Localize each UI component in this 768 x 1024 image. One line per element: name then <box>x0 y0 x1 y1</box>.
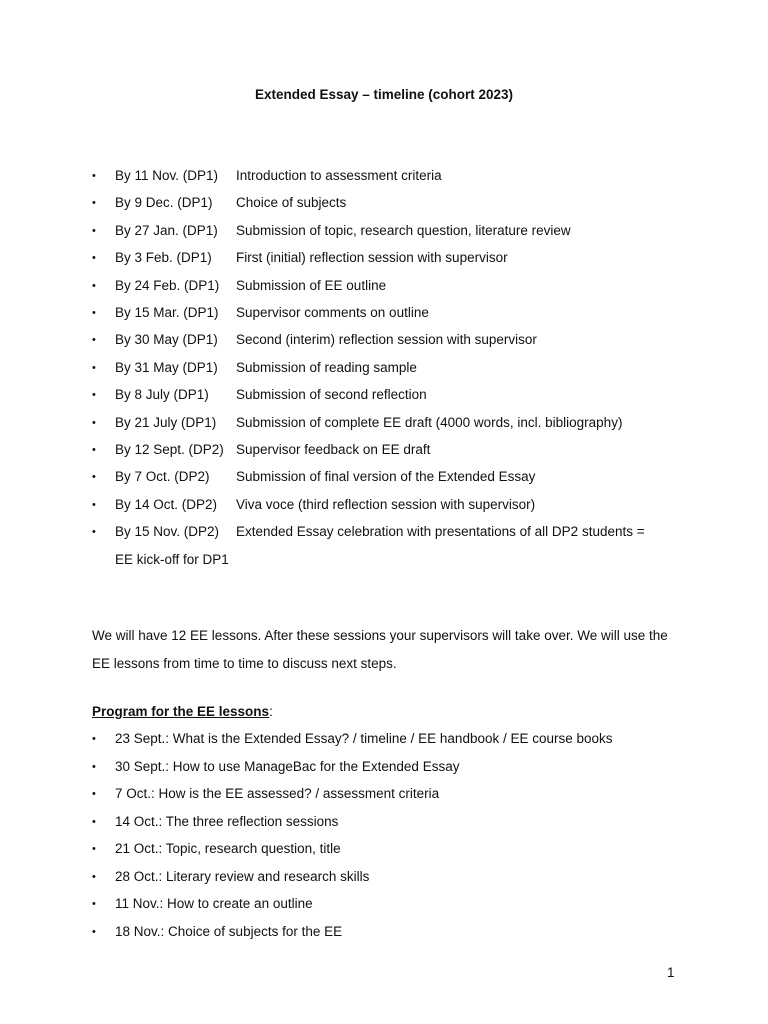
lesson-text: 7 Oct.: How is the EE assessed? / assessment criteria <box>115 786 440 801</box>
bullet-icon: • <box>92 843 96 855</box>
timeline-task: Extended Essay celebration with presentations of all DP2 students = <box>236 524 645 540</box>
intro-paragraph: We will have 12 EE lessons. After these sessions your supervisors will take over. We will use the EE lessons from time to time to discuss next steps. <box>92 628 668 671</box>
lesson-text: 14 Oct.: The three reflection sessions <box>115 813 339 829</box>
timeline-deadline: By 21 July (DP1) <box>115 414 217 430</box>
bullet-icon: • <box>92 788 96 800</box>
bullet-icon: • <box>92 760 96 773</box>
timeline-task: Submission of second reflection <box>236 387 427 403</box>
timeline-task: Second (interim) reflection session with supervisor <box>236 332 537 348</box>
timeline-deadline: By 24 Feb. (DP1) <box>115 277 220 293</box>
timeline-task: Submission of reading sample <box>236 359 417 375</box>
bullet-icon: • <box>92 526 96 539</box>
timeline-deadline: By 12 Sept. (DP2) <box>115 441 224 457</box>
bullet-icon: • <box>92 279 96 292</box>
bullet-icon: • <box>92 898 96 910</box>
program-heading <box>92 702 273 722</box>
bullet-icon: • <box>92 224 96 237</box>
bullet-icon: • <box>92 815 96 828</box>
lesson-text: 30 Sept.: How to use ManageBac for the Extended Essay <box>115 758 460 774</box>
lesson-text: 21 Oct.: Topic, research question, title <box>115 841 341 856</box>
bullet-icon: • <box>92 252 96 265</box>
timeline-deadline: By 8 July (DP1) <box>115 387 209 403</box>
bullet-icon: • <box>92 498 96 511</box>
bullet-icon: • <box>92 170 96 182</box>
bullet-icon: • <box>92 389 96 402</box>
bullet-icon: • <box>92 443 96 456</box>
lesson-text: 23 Sept.: What is the Extended Essay? / timeline / EE handbook / EE course books <box>115 731 613 746</box>
page-number: 1 <box>667 965 675 980</box>
timeline-task: Choice of subjects <box>236 195 347 211</box>
timeline-task: Supervisor comments on outline <box>236 304 429 320</box>
timeline-deadline: By 15 Mar. (DP1) <box>115 304 219 320</box>
bullet-icon: • <box>92 925 96 938</box>
timeline-continuation: EE kick-off for DP1 <box>115 552 229 567</box>
timeline-deadline: By 9 Dec. (DP1) <box>115 195 213 211</box>
bullet-icon: • <box>92 197 96 210</box>
timeline-deadline: By 30 May (DP1) <box>115 332 218 348</box>
timeline-task: Submission of final version of the Extended Essay <box>236 469 536 485</box>
timeline-deadline: By 14 Oct. (DP2) <box>115 496 218 512</box>
page-title: Extended Essay – timeline (cohort 2023) <box>254 87 514 102</box>
timeline-task: Supervisor feedback on EE draft <box>236 441 431 457</box>
program-heading-colon: : <box>269 704 273 719</box>
lesson-text: 18 Nov.: Choice of subjects for the EE <box>115 923 343 939</box>
timeline-deadline: By 27 Jan. (DP1) <box>115 222 218 238</box>
timeline-task: First (initial) reflection session with supervisor <box>236 250 508 266</box>
timeline-deadline: By 15 Nov. (DP2) <box>115 524 220 540</box>
bullet-icon: • <box>92 733 96 745</box>
bullet-icon: • <box>92 361 96 374</box>
bullet-icon: • <box>92 416 96 429</box>
lesson-text: 11 Nov.: How to create an outline <box>115 896 313 911</box>
timeline-deadline: By 7 Oct. (DP2) <box>115 469 210 485</box>
program-heading-text: Program for the EE lessons <box>92 704 270 719</box>
timeline-task: Introduction to assessment criteria <box>236 168 442 183</box>
bullet-icon: • <box>92 471 96 484</box>
timeline-deadline: By 31 May (DP1) <box>115 359 218 375</box>
lesson-text: 28 Oct.: Literary review and research skills <box>115 868 370 884</box>
timeline-task: Submission of complete EE draft (4000 words, incl. bibliography) <box>236 414 623 430</box>
timeline-deadline: By 11 Nov. (DP1) <box>115 168 219 183</box>
timeline-deadline: By 3 Feb. (DP1) <box>115 250 212 266</box>
bullet-icon: • <box>92 306 96 319</box>
bullet-icon: • <box>92 870 96 883</box>
timeline-task: Submission of EE outline <box>236 277 387 293</box>
timeline-task: Viva voce (third reflection session with supervisor) <box>236 496 536 512</box>
timeline-task: Submission of topic, research question, literature review <box>236 222 571 238</box>
bullet-icon: • <box>92 334 96 347</box>
